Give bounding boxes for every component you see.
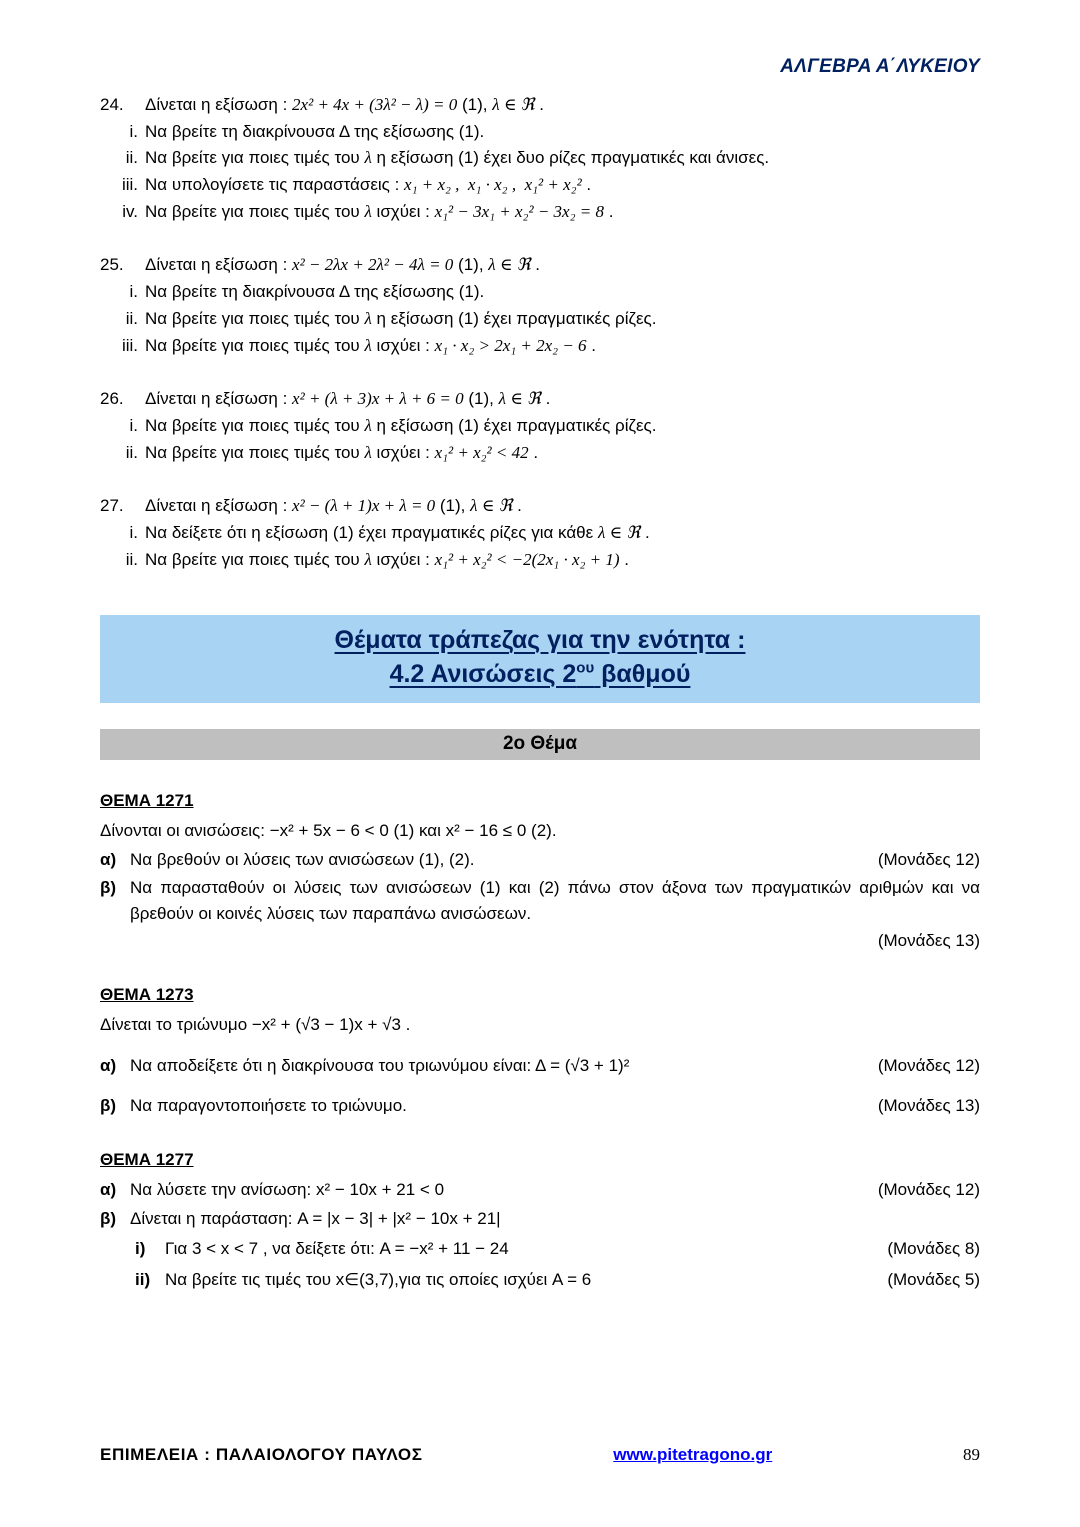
theme-heading: ΘΕΜΑ 1277 xyxy=(100,1149,194,1169)
formula-run: −x² + 5x − 6 < 0 xyxy=(269,821,389,841)
item-number: ii. xyxy=(125,148,138,168)
exercise-27 xyxy=(100,493,980,573)
theme-heading: ΘΕΜΑ 1271 xyxy=(100,790,194,810)
item-number: iv. xyxy=(122,201,138,221)
theme-subitem-ii xyxy=(100,1267,980,1293)
exercise-intro-text xyxy=(145,252,980,279)
item-number: ii. xyxy=(125,549,138,569)
text-run: Να βρείτε τη διακρίνουσα Δ της εξίσωσης (1). xyxy=(145,121,485,141)
text-run: (1), xyxy=(457,95,493,114)
text-run: Να παραγοντοποιήσετε το τριώνυμο. xyxy=(130,1096,407,1116)
theme-item-b xyxy=(100,875,980,926)
banner-line-2 xyxy=(100,658,980,692)
math-run: λ ∈ ℜ xyxy=(488,255,531,275)
text-run: ισχύει : xyxy=(371,335,435,355)
formula-run: x∈(3,7) xyxy=(335,1269,395,1289)
text-run: . xyxy=(603,201,614,221)
footer-center xyxy=(423,1445,963,1465)
text-run: η εξίσωση (1) έχει δυο ρίζες πραγματικές και άνισες. xyxy=(371,148,770,168)
math-run: λ ∈ ℜ xyxy=(498,389,541,409)
exercise-intro-line xyxy=(100,386,980,413)
item-label: α) xyxy=(100,1055,117,1075)
text-run: . xyxy=(512,496,522,516)
marks-badge: (Μονάδες 8) xyxy=(887,1239,980,1259)
exercise-number: 27. xyxy=(100,496,124,516)
exercise-intro-text xyxy=(145,493,980,520)
text-run: Να βρείτε τη διακρίνουσα Δ της εξίσωσης (1). xyxy=(145,282,485,302)
item-number: ii. xyxy=(125,308,138,328)
text-run: (1) και xyxy=(388,821,446,841)
theme-1273 xyxy=(100,982,980,1119)
text-run: Να δείξετε ότι η εξίσωση (1) έχει πραγματικές ρίζες για κάθε xyxy=(145,522,598,542)
item-number: i. xyxy=(129,415,138,435)
formula-run: A = 6 xyxy=(552,1269,592,1289)
banner-superscript: ου xyxy=(576,659,595,677)
item-number: iii. xyxy=(121,175,138,195)
topic-banner xyxy=(100,615,980,703)
marks-badge: (Μονάδες 12) xyxy=(877,849,980,869)
item-text xyxy=(165,1236,873,1262)
text-run: . xyxy=(581,175,592,195)
item-label: i) xyxy=(135,1239,146,1259)
item-text xyxy=(130,1093,864,1119)
text-run: Να παρασταθούν οι λύσεις των ανισώσεων (1) και (2) πάνω στον άξονα των πραγματικών αριθμών και να βρεθούν οι κοινές λύσεις των παραπάνω ανισώσεων. xyxy=(130,878,980,923)
math-run: x² + (λ + 3)x + λ + 6 = 0 xyxy=(292,389,464,409)
theme-intro xyxy=(100,818,980,844)
exercise-item xyxy=(100,333,980,360)
theme-item-b xyxy=(100,1093,980,1119)
item-text xyxy=(145,440,980,467)
math-run: x² − (λ + 1)x + λ = 0 xyxy=(292,496,436,516)
text-run: Για xyxy=(165,1239,192,1259)
item-number: i. xyxy=(129,121,138,141)
text-run: Να αποδείξετε ότι η διακρίνουσα του τριωνύμου είναι: xyxy=(130,1055,535,1075)
math-run: λ xyxy=(364,415,372,435)
marks-badge: (Μονάδες 13) xyxy=(877,1096,980,1116)
item-text xyxy=(145,333,980,360)
text-run: (1), xyxy=(463,389,499,409)
text-run: Δίνεται η εξίσωση : xyxy=(145,389,293,409)
marks-badge: (Μονάδες 12) xyxy=(877,1055,980,1075)
text-run: Δίνεται η παράσταση: xyxy=(130,1208,298,1228)
exercise-24 xyxy=(100,92,980,225)
subsection-bar: 2ο Θέμα xyxy=(100,729,980,760)
formula-run: A = −x² + 11 − 24 xyxy=(379,1239,509,1259)
math-run: λ xyxy=(364,442,372,462)
theme-1271 xyxy=(100,788,980,954)
math-run: λ ∈ ℜ xyxy=(597,522,641,542)
page-number: 89 xyxy=(963,1445,980,1464)
formula-run: Δ = (√3 + 1)² xyxy=(534,1055,630,1075)
theme-item-a xyxy=(100,1053,980,1079)
exercise-item xyxy=(100,520,980,547)
exercise-intro-line xyxy=(100,92,980,119)
math-run: λ xyxy=(364,549,372,569)
text-run: . xyxy=(619,549,629,569)
formula-run: x² − 10x + 21 < 0 xyxy=(315,1180,445,1200)
item-text xyxy=(145,199,980,226)
exercise-item xyxy=(100,440,980,467)
exercise-intro-text xyxy=(145,92,980,119)
item-text xyxy=(130,875,980,926)
text-run: ισχύει : xyxy=(371,201,435,221)
theme-heading: ΘΕΜΑ 1273 xyxy=(100,984,194,1004)
math-run: λ xyxy=(364,308,372,328)
item-text xyxy=(145,547,980,574)
exercise-item xyxy=(100,145,980,172)
text-run: ,για τις οποίες ισχύει xyxy=(394,1269,553,1289)
text-run: . xyxy=(540,389,551,409)
exercise-number: 26. xyxy=(100,389,124,409)
formula-run: −x² + (√3 − 1)x + √3 xyxy=(251,1015,401,1035)
exercise-25 xyxy=(100,252,980,359)
exercise-26 xyxy=(100,386,980,466)
item-label: β) xyxy=(100,1208,117,1228)
theme-item-a xyxy=(100,847,980,873)
item-text xyxy=(145,119,980,146)
text-run: Δίνεται η εξίσωση : xyxy=(145,95,293,114)
math-run: x₁² − 3x₁ + x₂² − 3x₂ = 8 xyxy=(434,201,604,221)
theme-subitem-i xyxy=(100,1236,980,1262)
page-footer xyxy=(100,1445,980,1465)
item-text xyxy=(130,1053,864,1079)
math-run: λ ∈ ℜ xyxy=(492,95,535,114)
text-run: η εξίσωση (1) έχει πραγματικές ρίζες. xyxy=(371,308,657,328)
theme-item-b xyxy=(100,1206,980,1232)
text-run: Να βρείτε για ποιες τιμές του xyxy=(145,415,365,435)
text-run: , να δείξετε ότι: xyxy=(258,1239,380,1259)
text-run: Δίνεται το τριώνυμο xyxy=(100,1015,252,1035)
text-run: Να βρείτε για ποιες τιμές του xyxy=(145,442,365,462)
text-run: Να βρείτε για ποιες τιμές του xyxy=(145,148,365,168)
math-run: x₁ · x₂ > 2x₁ + 2x₂ − 6 xyxy=(434,335,587,355)
banner-subtitle-post: βαθμού xyxy=(594,660,691,689)
text-run: (1), xyxy=(435,496,471,516)
item-label: ii) xyxy=(135,1269,151,1289)
text-run: Δίνεται η εξίσωση : xyxy=(145,496,293,516)
exercise-number: 24. xyxy=(100,95,124,114)
item-text xyxy=(130,1206,980,1232)
item-number: iii. xyxy=(121,335,138,355)
text-run: Να βρείτε για ποιες τιμές του xyxy=(145,335,365,355)
math-run: x₁ + x₂ , x₁ · x₂ , x₁² + x₂² xyxy=(404,175,582,195)
item-text xyxy=(145,279,980,306)
item-text xyxy=(145,172,980,199)
text-run: . xyxy=(528,442,539,462)
banner-subtitle-pre: 4.2 Ανισώσεις 2 xyxy=(389,660,577,689)
math-run: λ xyxy=(364,335,372,355)
theme-1277 xyxy=(100,1147,980,1293)
text-run: η εξίσωση (1) έχει πραγματικές ρίζες. xyxy=(371,415,657,435)
text-run: Δίνεται η εξίσωση : xyxy=(145,255,293,275)
marks-badge: (Μονάδες 5) xyxy=(887,1269,980,1289)
text-run: (2). xyxy=(526,821,557,841)
exercise-item xyxy=(100,172,980,199)
text-run: ισχύει : xyxy=(371,442,435,462)
exercise-item xyxy=(100,413,980,440)
text-run: ισχύει : xyxy=(371,549,435,569)
site-link[interactable]: www.pitetragono.gr xyxy=(613,1445,773,1464)
item-label: α) xyxy=(100,849,117,869)
item-number: ii. xyxy=(125,442,138,462)
item-text xyxy=(130,847,864,873)
exercise-item xyxy=(100,547,980,574)
math-run: λ xyxy=(364,148,372,168)
exercise-item xyxy=(100,119,980,146)
formula-run: A = |x − 3| + |x² − 10x + 21| xyxy=(297,1208,501,1228)
math-run: λ xyxy=(364,201,372,221)
theme-item-a xyxy=(100,1177,980,1203)
math-run: x₁² + x₂² < 42 xyxy=(434,442,529,462)
item-text xyxy=(145,145,980,172)
math-run: λ ∈ ℜ xyxy=(470,496,513,516)
item-text xyxy=(145,306,980,333)
exercise-intro-line xyxy=(100,252,980,279)
exercise-intro-line xyxy=(100,493,980,520)
math-run: x₁² + x₂² < −2(2x₁ · x₂ + 1) xyxy=(434,549,620,569)
text-run: Να βρείτε για ποιες τιμές του xyxy=(145,201,365,221)
math-run: 2x² + 4x + (3λ² − λ) = 0 xyxy=(292,95,458,114)
editor-credit: ΕΠΙΜΕΛΕΙΑ : ΠΑΛΑΙΟΛΟΓΟΥ ΠΑΥΛΟΣ xyxy=(100,1445,423,1464)
exercise-number: 25. xyxy=(100,255,124,275)
text-run: Να βρείτε για ποιες τιμές του xyxy=(145,549,365,569)
item-label: β) xyxy=(100,878,117,898)
page-header-title: ΑΛΓΕΒΡΑ Α΄ΛΥΚΕΙΟΥ xyxy=(780,56,980,77)
text-run: . xyxy=(640,522,650,542)
text-run: Δίνονται οι ανισώσεις: xyxy=(100,821,270,841)
text-run: . xyxy=(400,1015,411,1035)
banner-line-1 xyxy=(100,624,980,658)
exercise-item xyxy=(100,279,980,306)
text-run: Να βρείτε για ποιες τιμές του xyxy=(145,308,365,328)
marks-badge: (Μονάδες 13) xyxy=(877,931,980,951)
math-run: x² − 2λx + 2λ² − 4λ = 0 xyxy=(292,255,454,275)
formula-run: 3 < x < 7 xyxy=(191,1239,259,1259)
text-run: . xyxy=(586,335,597,355)
item-text xyxy=(145,520,980,547)
text-run: Να βρεθούν οι λύσεις των ανισώσεων (1), (2). xyxy=(130,849,475,869)
item-label: β) xyxy=(100,1096,117,1116)
exercise-item xyxy=(100,199,980,226)
exercise-item xyxy=(100,306,980,333)
text-run: Να βρείτε τις τιμές του xyxy=(165,1269,336,1289)
text-run: (1), xyxy=(453,255,489,275)
text-run: . xyxy=(534,95,544,114)
item-label: α) xyxy=(100,1180,117,1200)
item-text xyxy=(145,413,980,440)
marks-badge: (Μονάδες 12) xyxy=(877,1180,980,1200)
text-run: Να υπολογίσετε τις παραστάσεις : xyxy=(145,175,405,195)
formula-run: x² − 16 ≤ 0 xyxy=(445,821,527,841)
text-run: Να λύσετε την ανίσωση: xyxy=(130,1180,316,1200)
item-number: i. xyxy=(129,282,138,302)
banner-title: Θέματα τράπεζας για την ενότητα : xyxy=(334,626,746,655)
item-text xyxy=(130,1177,864,1203)
text-run: . xyxy=(530,255,541,275)
exercise-intro-text xyxy=(145,386,980,413)
theme-intro xyxy=(100,1012,980,1038)
item-text xyxy=(165,1267,873,1293)
item-number: i. xyxy=(129,522,138,542)
